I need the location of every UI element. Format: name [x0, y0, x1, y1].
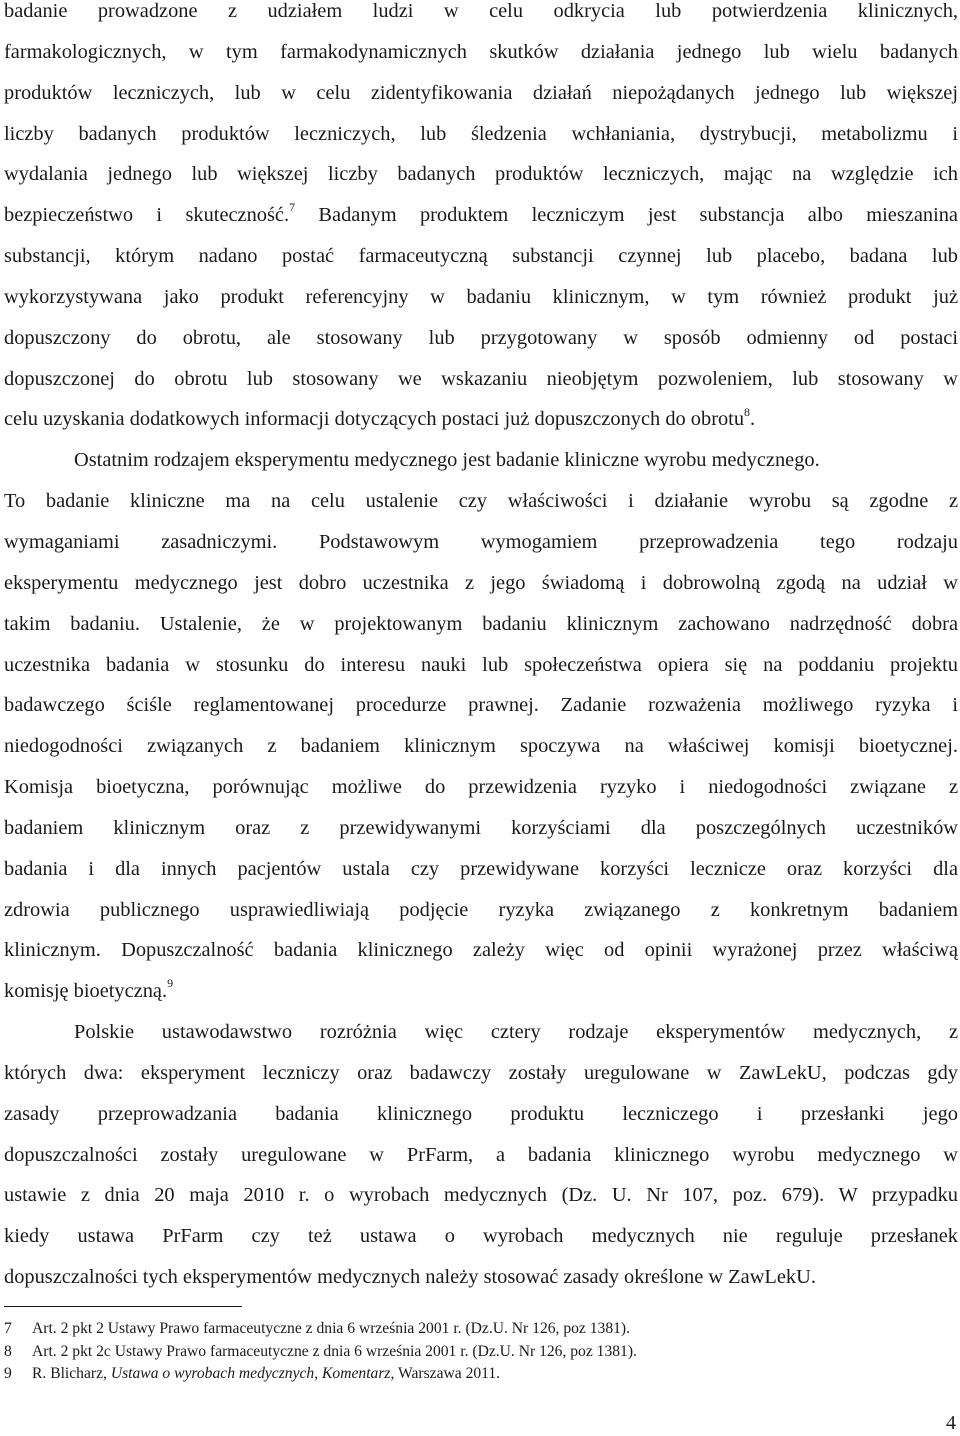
- footnote-separator: [4, 1306, 242, 1307]
- text-line: dopuszczalności zostały uregulowane w PrFarm, a badania klinicznego wyrobu medycznego w: [4, 1143, 958, 1166]
- text-line: zdrowia publicznego usprawiedliwiają podjęcie ryzyka związanego z konkretnym badaniem: [4, 898, 958, 921]
- text-line: dopuszczony do obrotu, ale stosowany lub przygotowany w sposób odmienny od postaci: [4, 326, 958, 349]
- footnote-number: 9: [4, 1365, 12, 1382]
- text-line: liczby badanych produktów leczniczych, lub śledzenia wchłaniania, dystrybucji, metabolizmu i: [4, 122, 958, 145]
- text-line: Komisja bioetyczna, porównując możliwe do przewidzenia ryzyko i niedogodności związane z: [4, 776, 958, 799]
- page-number: 4: [946, 1412, 956, 1434]
- paragraph-start: Ostatnim rodzajem eksperymentu medycznego jest badanie kliniczne wyrobu medycznego.: [74, 449, 820, 472]
- text-segment: Badanym produktem leczniczym jest substancja albo mieszanina: [295, 204, 958, 227]
- text-line: wymaganiami zasadniczymi. Podstawowym wymogamiem przeprowadzenia tego rodzaju: [4, 530, 958, 553]
- footnote-publisher: Warszawa 2011.: [394, 1365, 501, 1382]
- text-segment: komisję bioetyczną.: [4, 980, 168, 1003]
- footnote-ref-8[interactable]: 8: [744, 404, 751, 419]
- text-segment: .: [750, 408, 756, 431]
- text-line: takim badaniu. Ustalenie, że w projektowanym badaniu klinicznym zachowano nadrzędność dobra: [4, 612, 958, 635]
- footnote-ref-9[interactable]: 9: [167, 976, 174, 991]
- text-segment: bezpieczeństwo i skuteczność.: [4, 204, 290, 227]
- text-line: To badanie kliniczne ma na celu ustalenie czy właściwości i działanie wyrobu są zgodne z: [4, 490, 958, 513]
- text-line: [4, 971, 958, 1012]
- text-line: wydalania jednego lub większej liczby badanych produktów leczniczych, mając na względzie ich: [4, 163, 958, 186]
- text-line: [4, 399, 958, 440]
- footnote-author: R. Blicharz,: [32, 1365, 111, 1382]
- text-line: wykorzystywana jako produkt referencyjny w badaniu klinicznym, w tym również produkt już: [4, 285, 958, 308]
- footnote-number: 7: [4, 1320, 12, 1337]
- footnote-ref-7[interactable]: 7: [289, 200, 296, 215]
- text-line: uczestnika badania w stosunku do interesu nauki lub społeczeństwa opiera się na poddaniu projektu: [4, 653, 958, 676]
- text-line: niedogodności związanych z badaniem klinicznym spoczywa na właściwej komisji bioetycznej.: [4, 735, 958, 758]
- footnote-number: 8: [4, 1342, 12, 1360]
- text-line: badania i dla innych pacjentów ustala czy przewidywane korzyści lecznicze oraz korzyści dla: [4, 857, 958, 880]
- text-line: ustawie z dnia 20 maja 2010 r. o wyrobach medycznych (Dz. U. Nr 107, poz. 679). W przypadku: [4, 1184, 958, 1207]
- text-line: zasady przeprowadzania badania klinicznego produktu leczniczego i przesłanki jego: [4, 1102, 958, 1125]
- text-line: kiedy ustawa PrFarm czy też ustawa o wyrobach medycznych nie reguluje przesłanek: [4, 1225, 958, 1248]
- text-line: których dwa: eksperyment leczniczy oraz badawczy zostały uregulowane w ZawLekU, podczas gdy: [4, 1061, 958, 1084]
- paragraph-start: Polskie ustawodawstwo rozróżnia więc cztery rodzaje eksperymentów medycznych, z: [74, 1021, 958, 1044]
- text-line: [4, 195, 958, 236]
- footnote-9: [4, 1363, 944, 1386]
- footnote-7: [4, 1318, 944, 1341]
- text-line: badawczego ściśle reglamentowanej procedurze prawnej. Zadanie rozważenia możliwego ryzyka i: [4, 694, 958, 717]
- footnote-text: Art. 2 pkt 2 Ustawy Prawo farmaceutyczne z dnia 6 września 2001 r. (Dz.U. Nr 126, poz 1381).: [32, 1320, 631, 1337]
- footnote-8: [4, 1341, 944, 1364]
- text-line: eksperymentu medycznego jest dobro uczestnika z jego świadomą i dobrowolną zgodą na udział w: [4, 571, 958, 594]
- text-line: dopuszczalności tych eksperymentów medycznych należy stosować zasady określone w ZawLekU.: [4, 1266, 816, 1289]
- text-line: dopuszczonej do obrotu lub stosowany we wskazaniu nieobjętym pozwoleniem, lub stosowany w: [4, 367, 958, 390]
- text-line: substancji, którym nadano postać farmaceutyczną substancji czynnej lub placebo, badana lub: [4, 245, 958, 268]
- footnote-text: Art. 2 pkt 2c Ustawy Prawo farmaceutyczne z dnia 6 września 2001 r. (Dz.U. Nr 126, poz 1381).: [32, 1342, 637, 1360]
- footnote-title: Ustawa o wyrobach medycznych, Komentarz,: [110, 1365, 395, 1382]
- text-line: farmakologicznych, w tym farmakodynamicznych skutków działania jednego lub wielu badanych: [4, 40, 958, 63]
- text-segment: celu uzyskania dodatkowych informacji dotyczących postaci już dopuszczonych do obrotu: [4, 408, 745, 431]
- footnote-text: [32, 1363, 500, 1386]
- footnotes: [4, 1318, 944, 1386]
- body-text: [4, 0, 958, 1298]
- text-line: badanie prowadzone z udziałem ludzi w celu odkrycia lub potwierdzenia klinicznych,: [4, 0, 958, 22]
- text-line: klinicznym. Dopuszczalność badania klinicznego zależy więc od opinii wyrażonej przez właściwą: [4, 939, 958, 962]
- text-line: badaniem klinicznym oraz z przewidywanymi korzyściami dla poszczególnych uczestników: [4, 816, 958, 839]
- text-line: produktów leczniczych, lub w celu zidentyfikowania działań niepożądanych jednego lub większej: [4, 81, 958, 104]
- document-page: [4, 0, 958, 1298]
